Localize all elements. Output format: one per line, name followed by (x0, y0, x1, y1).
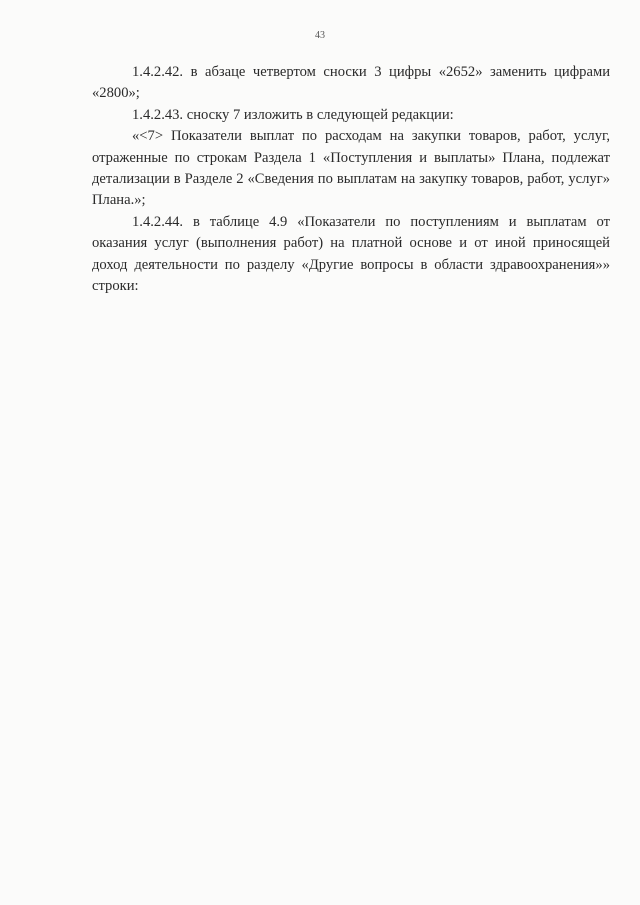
document-body (92, 62, 610, 297)
paragraph-1-4-2-44: 1.4.2.44. в таблице 4.9 «Показатели по поступлениям и выплатам от оказания услуг (выполнения работ) на платной основе и от иной приносящей доход деятельности по разделу «Другие вопросы в области здравоохранения»» строки: (92, 213, 610, 295)
paragraph-1-4-2-42: 1.4.2.42. в абзаце четвертом сноски 3 цифры «2652» заменить цифрами «2800»; (92, 64, 610, 102)
paragraph-1-4-2-43: 1.4.2.43. сноску 7 изложить в следующей редакции: (132, 106, 454, 123)
paragraph-footnote-7: «<7> Показатели выплат по расходам на закупки товаров, работ, услуг, отраженные по строкам Раздела 1 «Поступления и выплаты» Плана, подлежат детализации в Разделе 2 «Сведения по выплатам на закупку товаров, работ, услуг» Плана.»; (92, 128, 610, 209)
page-number: 43 (315, 30, 325, 41)
